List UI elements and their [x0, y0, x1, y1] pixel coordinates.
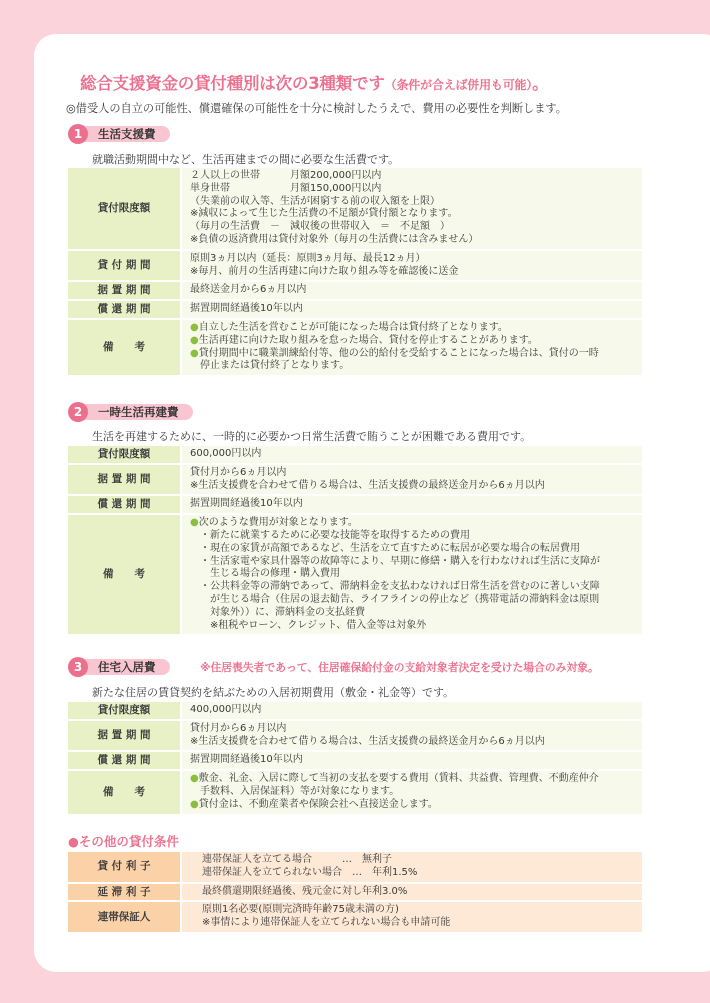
- section-1-table: [68, 166, 642, 377]
- section-1-row-content: [182, 320, 642, 375]
- other-row-content: [182, 852, 642, 882]
- content-line: 生じる場合の修理・購入費用: [190, 568, 340, 580]
- other-conditions-title: ●その他の貸付条件: [68, 834, 179, 849]
- content-line: 据置期間経過後10年以内: [190, 754, 303, 766]
- content-line: 600,000円以内: [190, 448, 262, 459]
- section-1-row-head: 備 考: [68, 320, 182, 375]
- content-line: 最終償還期限経過後、残元金に対し年利3.0%: [202, 885, 408, 897]
- section-3-number: 3: [68, 657, 88, 677]
- section-3-note: ※住居喪失者であって、住居確保給付金の支給対象者決定を受けた場合のみ対象。: [200, 661, 599, 674]
- other-row-content: [182, 902, 642, 932]
- section-1-row: [68, 320, 642, 375]
- content-line: ※生活支援費を合わせて借りる場合は、生活支援費の最終送金月から6ヵ月以内: [190, 735, 545, 747]
- content-line: 手数料、入居保証料）等が対象になります。: [190, 785, 400, 797]
- section-3-row-head: 据 置 期 間: [68, 721, 182, 751]
- other-row-head: 貸 付 利 子: [68, 852, 182, 882]
- section-2-row-content: [182, 465, 642, 495]
- section-3-row-head: 備 考: [68, 771, 182, 813]
- content-line: ●次のような費用が対象となります。: [190, 517, 358, 529]
- content-line: 原則3ヵ月以内（延長：原則3ヵ月毎、最長12ヵ月）: [190, 252, 426, 264]
- section-3-description: 新たな住居の賃貸契約を結ぶための入居初期費用（敷金・礼金等）です。: [92, 686, 455, 699]
- content-line: ・生活家電や家具什器等の故障等により、早期に修繕・購入を行わなければ生活に支障が: [190, 555, 600, 567]
- section-1-row-content: [182, 301, 642, 318]
- content-line: ※生活支援費を合わせて借りる場合は、生活支援費の最終送金月から6ヵ月以内: [190, 479, 545, 491]
- section-1-row-content: [182, 168, 642, 249]
- content-line: （毎月の生活費 － 減収後の世帯収入 ＝ 不足額 ）: [190, 221, 450, 233]
- section-1-row-head: 償 還 期 間: [68, 301, 182, 318]
- section-1-row: [68, 301, 642, 318]
- section-1-row-content: [182, 251, 642, 281]
- section-1-row: [68, 251, 642, 281]
- other-row: [68, 852, 642, 882]
- content-line: 400,000円以内: [190, 704, 262, 715]
- other-conditions-table: [68, 850, 642, 934]
- section-1-row-head: 貸付限度額: [68, 168, 182, 249]
- section-3-row-content: [182, 702, 642, 719]
- section-2-row-head: 貸付限度額: [68, 446, 182, 463]
- section-3-row: [68, 771, 642, 813]
- content-line: （失業前の収入等、生活が困窮する前の収入額を上限）: [190, 195, 440, 207]
- section-2-row-head: 備 考: [68, 515, 182, 634]
- section-3-row: [68, 702, 642, 719]
- section-2-name: 一時生活再建費: [80, 404, 193, 420]
- section-3-row-content: [182, 752, 642, 769]
- content-line: 連帯保証人を立てられない場合 … 年利1.5%: [202, 866, 418, 878]
- section-2-row-content: [182, 515, 642, 634]
- content-line: ２人以上の世帯 月額200,000円以内: [190, 170, 382, 181]
- content-line: 停止または貸付終了となります。: [190, 360, 350, 372]
- section-1-row: [68, 168, 642, 249]
- section-3-name: 住宅入居費: [80, 659, 170, 675]
- section-2-row: [68, 496, 642, 513]
- section-3-table: [68, 700, 642, 816]
- section-1-number: 1: [68, 124, 88, 144]
- content-line: ※毎月、前月の生活再建に向けた取り組み等を確認後に送金: [190, 265, 459, 277]
- other-row-head: 連帯保証人: [68, 902, 182, 932]
- content-line: 据置期間経過後10年以内: [190, 303, 303, 315]
- intro-text: ◎借受人の自立の可能性、償還確保の可能性を十分に検討したうえで、費用の必要性を判断します。: [66, 102, 567, 115]
- section-1-row-head: 貸 付 期 間: [68, 251, 182, 281]
- content-line: ●貸付金は、不動産業者や保険会社へ直接送金します。: [190, 798, 438, 810]
- section-3-row-content: [182, 721, 642, 751]
- section-3-row-content: [182, 771, 642, 813]
- content-line: 貸付月から6ヵ月以内: [190, 722, 287, 734]
- section-2-row-head: 償 還 期 間: [68, 496, 182, 513]
- section-3-row: [68, 721, 642, 751]
- section-2-description: 生活を再建するために、一時的に必要かつ日常生活費で賄うことが困難である費用です。: [92, 430, 532, 443]
- content-line: 連帯保証人を立てる場合 … 無利子: [202, 854, 392, 865]
- content-line: ・新たに就業するために必要な技能等を取得するための費用: [190, 529, 470, 541]
- section-1-description: 就職活動期間中など、生活再建までの間に必要な生活費です。: [92, 153, 400, 166]
- section-2-row-content: [182, 496, 642, 513]
- section-2-row-content: [182, 446, 642, 463]
- other-row-content: [182, 884, 642, 901]
- section-1-row: [68, 282, 642, 299]
- section-2-row: [68, 515, 642, 634]
- section-2-row: [68, 446, 642, 463]
- page-title: 総合支援資金の貸付種別は次の3種類です（条件が合えば併用も可能）。: [80, 74, 549, 93]
- content-line: ●生活再建に向けた取り組みを怠った場合、貸付を停止することがあります。: [190, 334, 538, 346]
- section-3-row-head: 償 還 期 間: [68, 752, 182, 769]
- section-2-number: 2: [68, 402, 88, 422]
- content-line: ・現在の家賃が高額であるなど、生活を立て直すために転居が必要な場合の転居費用: [190, 542, 580, 554]
- section-2-row: [68, 465, 642, 495]
- content-line: ●貸付期間中に職業訓練給付等、他の公的給付を受給することになった場合は、貸付の一時: [190, 347, 599, 359]
- content-line: ●敷金、礼金、入居に際して当初の支払を要する費用（賃料、共益費、管理費、不動産仲介: [190, 773, 599, 785]
- content-line: 貸付月から6ヵ月以内: [190, 466, 287, 478]
- content-line: 対象外））に、滞納料金の支払経費: [190, 606, 365, 618]
- other-row: [68, 902, 642, 932]
- section-2-table: [68, 444, 642, 636]
- content-line: 最終送金月から6ヵ月以内: [190, 284, 307, 296]
- content-line: ※事情により連帯保証人を立てられない場合も申請可能: [202, 917, 451, 929]
- content-line: ※負債の返済費用は貸付対象外（毎月の生活費には含みません）: [190, 233, 479, 245]
- content-line: ●自立した生活を営むことが可能になった場合は貸付終了となります。: [190, 321, 508, 333]
- other-row: [68, 884, 642, 901]
- other-row-head: 延 滞 利 子: [68, 884, 182, 901]
- section-1-row-head: 据 置 期 間: [68, 282, 182, 299]
- section-2-row-head: 据 置 期 間: [68, 465, 182, 495]
- section-1-row-content: [182, 282, 642, 299]
- section-3-row: [68, 752, 642, 769]
- content-line: 単身世帯 月額150,000円以内: [190, 182, 382, 194]
- content-line: ※減収によって生じた生活費の不足額が貸付額となります。: [190, 208, 458, 220]
- content-line: ・公共料金等の滞納であって、滞納料金を支払わなければ日常生活を営むのに著しい支障: [190, 581, 600, 593]
- content-line: 据置期間経過後10年以内: [190, 498, 303, 510]
- content-line: が生じる場合（住居の退去勧告、ライフラインの停止など（携帯電話の滞納料金は原則: [190, 593, 600, 605]
- section-1-name: 生活支援費: [80, 126, 170, 142]
- content-line: 原則1名必要(原則完済時年齢75歳未満の方): [202, 904, 399, 916]
- section-3-row-head: 貸付限度額: [68, 702, 182, 719]
- content-line: ※租税やローン、クレジット、借入金等は対象外: [190, 619, 427, 631]
